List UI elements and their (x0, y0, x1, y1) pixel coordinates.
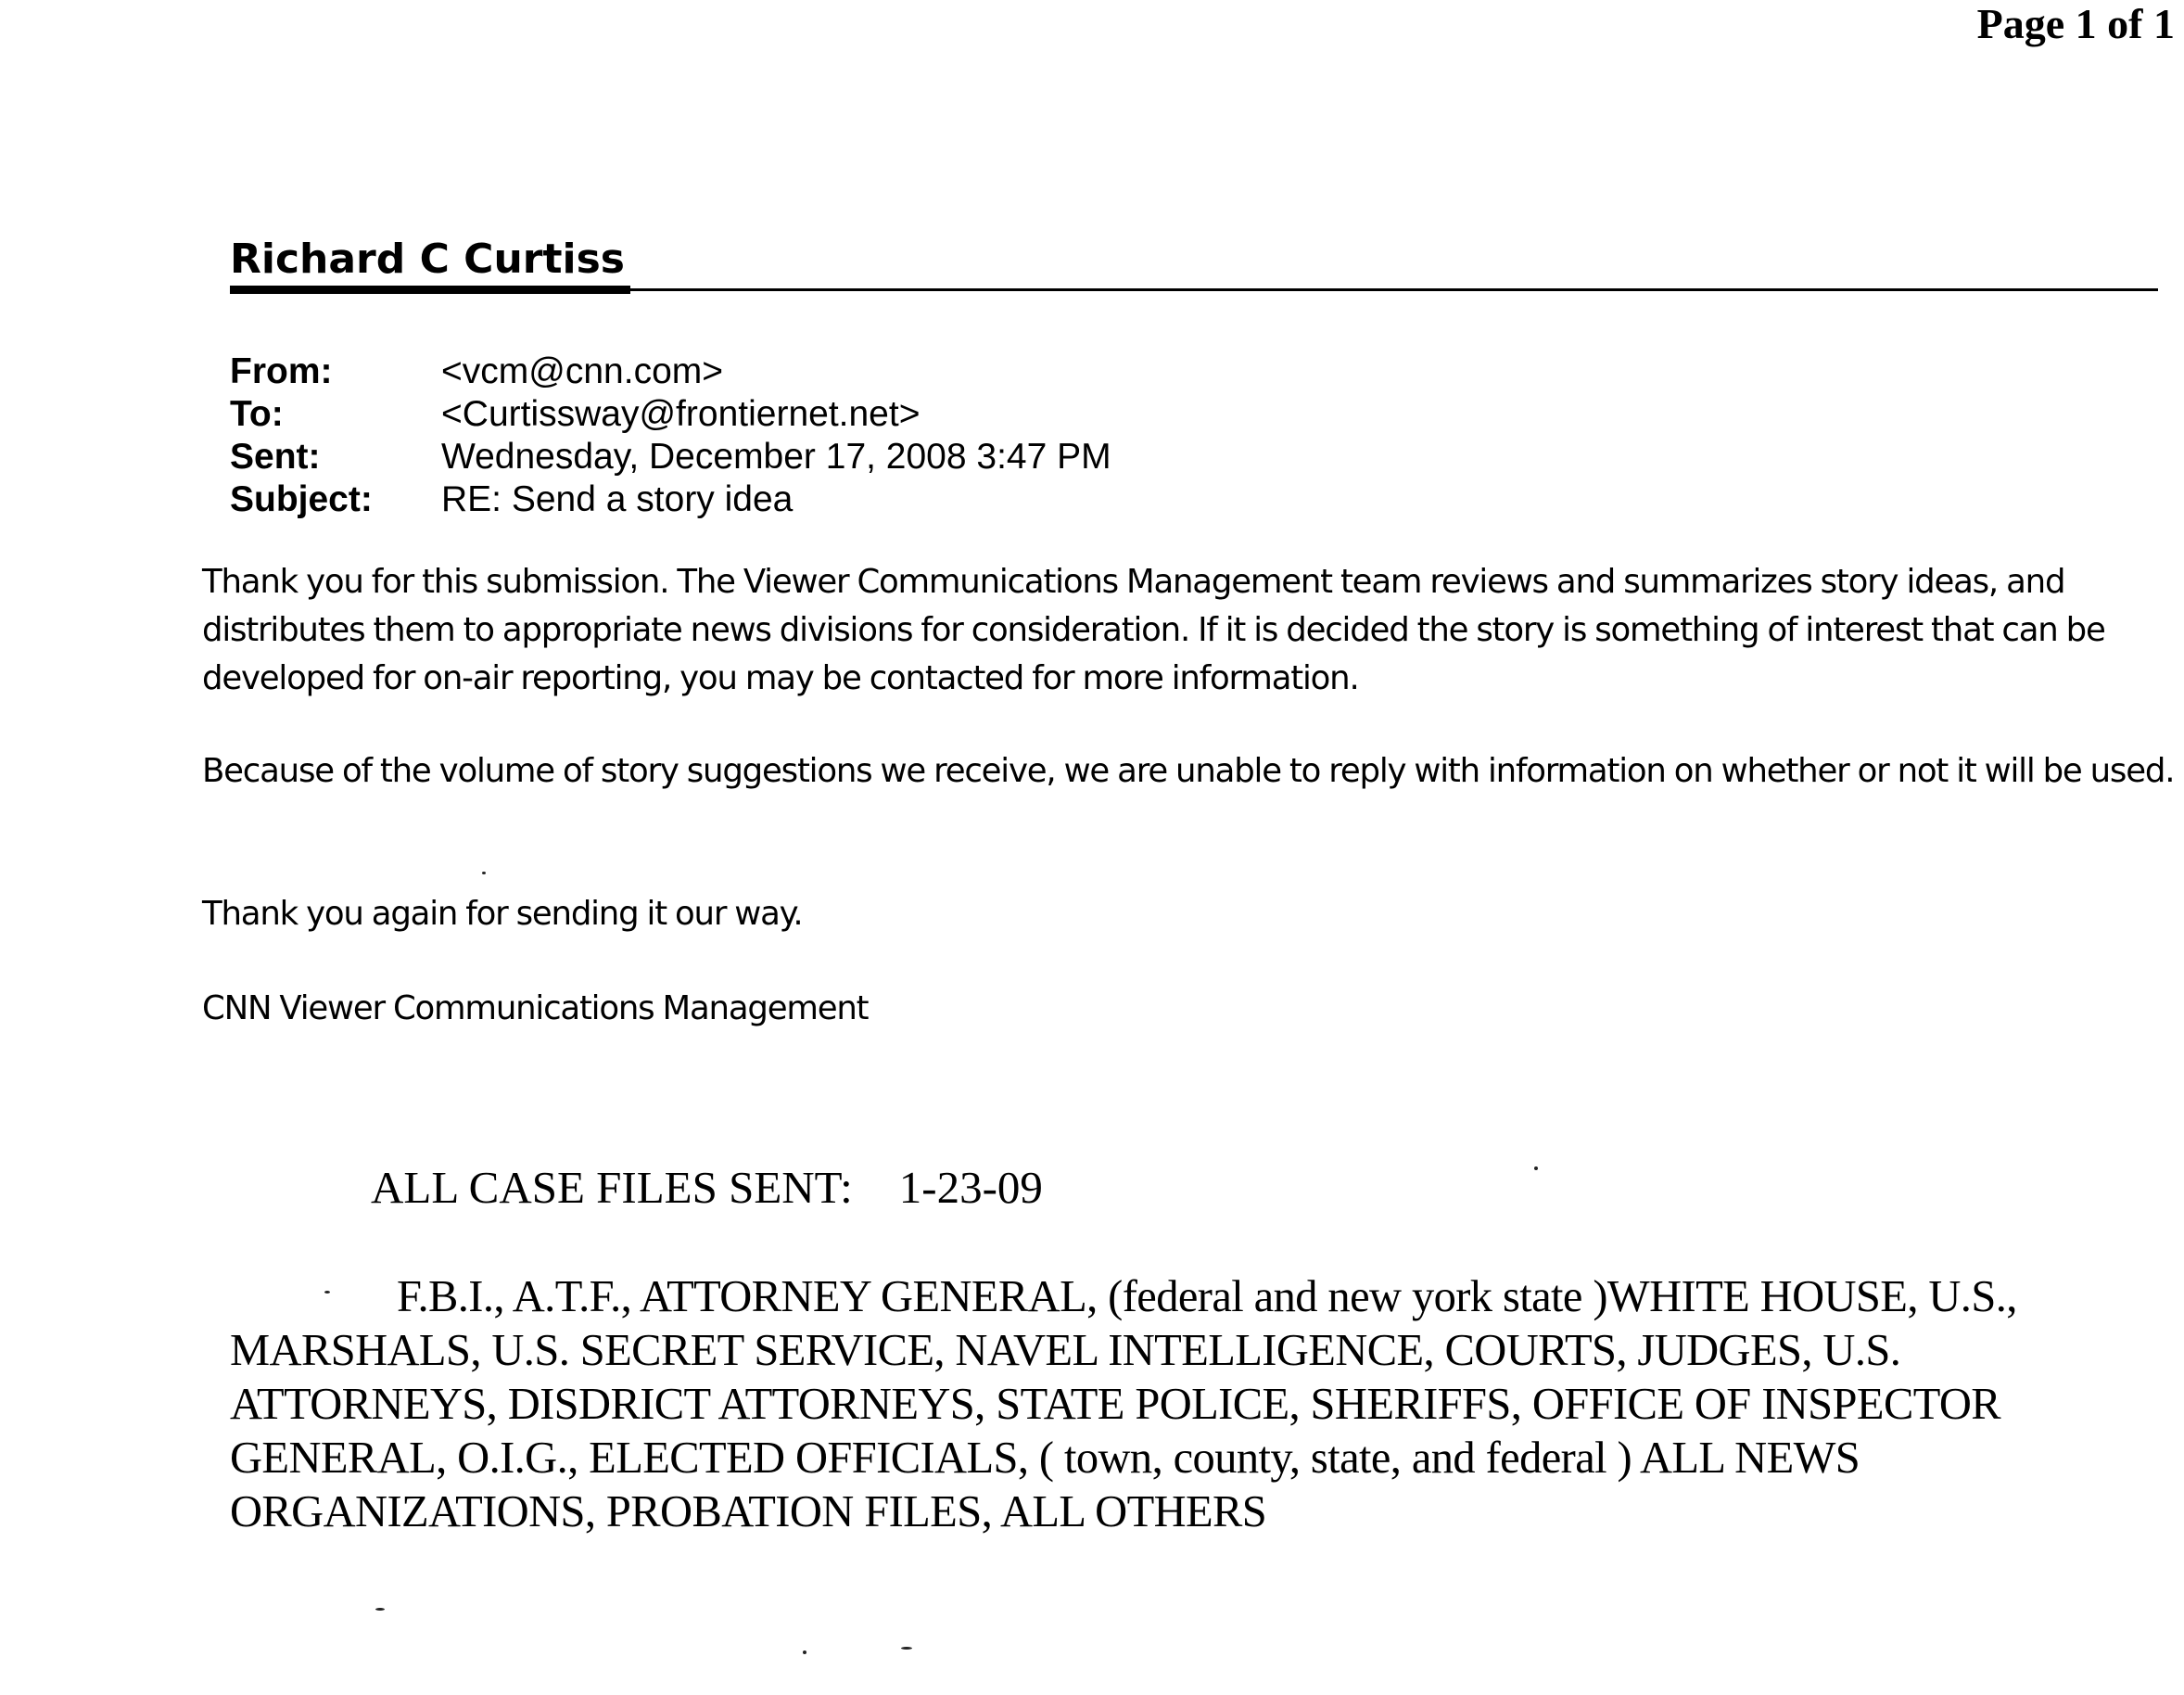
case-files-recipients: F.B.I., A.T.F., ATTORNEY GENERAL, (federal and new york state )WHITE HOUSE, U.S., MARSHALS, U.S. SECRET SERVICE, NAVEL INTELLIGENCE, COURTS, JUDGES, U.S. ATTORNEYS, DISDRICT ATTORNEYS, STATE POLICE, SHERIFFS, OFFICE OF INSPECTOR GENERAL, O.I.G., ELECTED OFFICIALS, ( town, county, state, and federal ) ALL NEWS ORGANIZATIONS, PROBATION FILES, ALL OTHERS (230, 1272, 2017, 1536)
page-number: Page 1 of 1 (1976, 0, 2175, 47)
email-signature: CNN Viewer Communications Management (202, 989, 869, 1027)
from-value: <vcm@cnn.com> (441, 351, 724, 391)
case-files-label: ALL CASE FILES SENT: (371, 1162, 853, 1213)
sender-header (230, 234, 2158, 294)
to-value: <Curtissway@frontiernet.net> (441, 394, 921, 434)
body-paragraph-2: Because of the volume of story suggestions we receive, we are unable to reply with information on whether or not it will be used. (202, 752, 2175, 790)
header-row-from (230, 350, 1111, 393)
case-files-heading (371, 1161, 1043, 1215)
scan-speck (803, 1650, 806, 1654)
email-headers (230, 350, 1111, 521)
sender-name: Richard C Curtiss (230, 234, 630, 294)
scan-speck (375, 1608, 385, 1611)
email-body (202, 558, 2177, 1027)
body-paragraph-1: Thank you for this submission. The Viewer Communications Management team reviews and summarizes story ideas, and distributes them to appropriate news divisions for consideration. If it is decided the story is something of interest that can be developed for on-air reporting, you may be contacted for more information. (202, 563, 2105, 697)
scan-speck (482, 872, 486, 874)
case-files-date: 1-23-09 (898, 1162, 1043, 1213)
from-label: From: (230, 351, 333, 391)
scan-speck (1534, 1166, 1538, 1170)
sent-value: Wednesday, December 17, 2008 3:47 PM (441, 437, 1111, 477)
header-row-to (230, 393, 1111, 436)
header-row-sent (230, 436, 1111, 478)
scan-speck (901, 1647, 912, 1650)
body-paragraph-3: Thank you again for sending it our way. (202, 895, 803, 933)
scan-speck (324, 1291, 330, 1294)
header-row-subject (230, 478, 1111, 521)
subject-label: Subject: (230, 479, 373, 519)
header-rule (230, 288, 2158, 291)
sent-label: Sent: (230, 437, 321, 477)
subject-value: RE: Send a story idea (441, 479, 794, 519)
to-label: To: (230, 394, 284, 434)
